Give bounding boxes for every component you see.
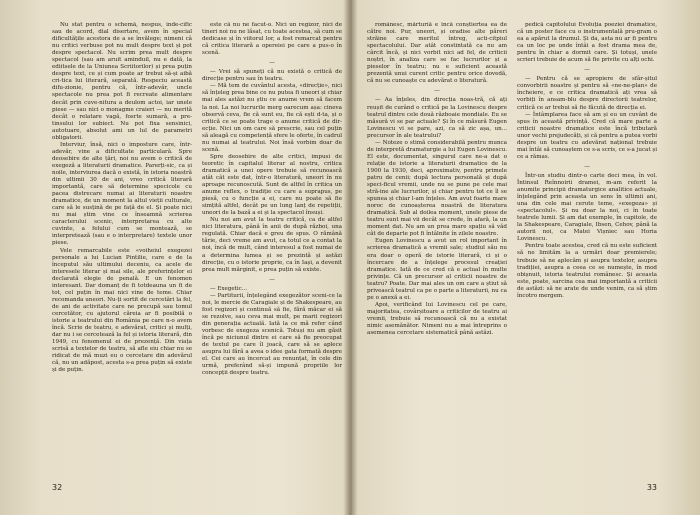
paragraph: Pentru toate acestea, cred că nu este suficient să ne limităm la a urmări doar premierele; trebuie să ne aplecăm și asupra textelor, asupra tradiției, asupra a ceea ce se numește, în mod obișnuit, istoria teatrului românesc. Și aceasta este, poate, sarcina cea mai importantă a criticii de astăzi: să ne arate de unde venim, ca să știm încotro mergem. <box>517 243 657 299</box>
left-page <box>52 22 342 492</box>
paragraph: Apoi, verificând lui Lovinescu cel pe care, majoritatea, covârșitoare a criticilor de teatru ai vremii, trebuie să recunoască că nu a existat nimic asemănător. Nimeni nu a mai întreprins o asemenea cercetare sistematică până astăzi. <box>367 301 507 337</box>
question: — Pentru că se apropiere de sfâr-șitul convorbirii noastre și pentru să «ne-ne-plan» de încheiere, e ce critica dramatică ați vrea să vorbiți în ansam-blu despre directorii teatrelor, critică ce ar trebui să fie făcută de direcția ei. <box>517 76 657 111</box>
paragraph: Nu stat pentru o schemă, nespus, inde-cific sau de acord, dial disertare, avem în special dificultățile acestora de a se învălege; nimeni câ nu critici verbuse pot nu mult despre text și pot despre spectacol. Nu scrim prea mult despre spectacol (sau am aruit aminduil, nu e dată, la ediitsele de la Uniunea Scriitorilor) și prea puțin despre text, ce și cum poate ar trebui să-și aibă cri-tica lui literară, separată. Respeciu această difu-zionie, pentru că, într-adevăr, uncle spectacole nu prea pot fi recreate alimentare decât prin cuve-nitura a deulom actoi, iar unele piese — sau nici o monagme craieri — nu merită decât o relatare vagă, fosrte sumară, a pre-tinsului lor subiect. Nu pot fixa sensinici, autotuare, absolut ami un lul de parametri obligatorii. <box>52 22 192 141</box>
question: — Vrei să spuneți că nu există o critică de direcție pentru sau în teatru. <box>202 69 342 83</box>
paragraph: — Noteze o stimă considerabilă pentru munca de interpretă dramaturgie a lui Eugen Lovinescu. El este, documentat, singurul care ne-a dat o relație de istorie a literaturii dramatice de la 1900 la 1930, deci, aproximativ, pentru primele patru de cenii; după lectura personală și după speci-ficul vremii, unde nu se pune pe cele mai stră-ine ale lucrurilor, și chiar pentru tot ce îl se spunea și chiar l-am înțeles. Am avut foarte mare noroc de cunoașterea noastră de literatura dramatică. Sub al doilea moment, unele piese de teatru sunt mai vii decât se crede, în afară, la un moment dat. Nu am un prea mare spațiu să văd cât de departe pot fi întâlnite în zilele noastre. <box>367 139 507 238</box>
section-separator: — <box>584 67 590 74</box>
question: — Aa înțeles, din direcția noas-tră, că ați reușit de curând o critică pe la Lovinescu despre teatrul dintre cele două războaie mondiale. Eu se măsură vi se par actuale? Și în ce măsură Eugen Lovinescu vi se pare, azi, ca să zic așa, un... precursor în ale teatrului? <box>367 97 507 139</box>
left-page-column-2 <box>202 22 342 477</box>
right-page-column-1 <box>367 22 507 477</box>
left-page-columns <box>52 22 342 477</box>
paragraph: Vele remarcabile este «voiheiul exegezei personale a lui Lucian Pintilie, care e de la începutul său ultimului deceniu, ca acele de interesele literar și mai sile, ale preferințelor ei declarată elegie de penală. E un fenomen interesant. Dar domanț de fi totdeauna un fi de tot, cel puțin în mai nici vine de teme. Chiar recomanda uneori. Nu-ți sortit de cercetări la fel, de ani de activitate care ne precupă sau tomul cercetător, cu ajutorul căreia ar fi posibilă o istorie a teatrului din România pe care n-o avem încă. Scrie de teatru, e adevărat, critici și mulți, dar nu i se cercetează la fel și istoria literară, din 1949, cu fenomenul ei de prezență. Din viața scrisă a textelor de teatru, să afle eiu chiar nu se ridicat de mă muzi eu o cercetare din adevărul că, nu un adăpost, acesta s-a prea puțin să existe și de puțin. <box>52 247 192 374</box>
paragraph: Nu noi am avut la teatru critică, ca de altfel nici literatura, până în anii de după război, una regulată. Chiar dacă e greu de spus. O rămână tărie, deci vreme am avut, ca totul ce a contat la noi, încă de mult, când interesul a fost numai de a determina lumea și se prezintă și astăzi direcție, cu o istorie proprie, ca în Iași, a devenit prea mult mărginit, e prea puțin să existe. <box>202 217 342 273</box>
right-page-columns <box>367 22 657 477</box>
right-page <box>367 22 657 492</box>
paragraph: — Întâmplarea face să am și eu un cuvânt de spus în această privință. Cred că mare parte a criticii noastre dramatice este încă tributară unor vechi prejudecăți, și că pentru a putea vorbi despre un teatru cu adevărat național trebuie mai întâi să cunoaștem ce s-a scris, ce s-a jucat și ce a rămas. <box>517 111 657 160</box>
left-page-column-1 <box>52 22 192 477</box>
paragraph: românesc, mărturiă e încă conștiertea ea de către noi. Pur, uneori, și oradise alte păreri străine care meritul întreg, acti-citpiul spectacolului. Dar atât constintată ca nu am cârcit încă, și nici vorbit nici ad fel, de criticii noștri, în analiza care se fac lucrurilor și a pieselor în teatru; nu e suficient această prezentă unui curent critic pentru orice dovedă, că nu se cunoaște cu adevărat o literatură. <box>367 22 507 85</box>
paragraph: Interviur, însă, nici o imposture care, într-adevăr, vine a dificultate particulară. Spre deosebire de alte țări, noi nu avem o critică de exegeză a literaturii dramatice. Parerți-sic, ca și noile, interviurea dacă o există, în istoria noastră din ultimii 30 de ani, vreo critică literară importantă, care să determine specicole cu pacea distrecare numai ai literaturii noastre dramatice, de un moment la altul vieții culturale, care să le susțină de pe față de el. Și poate nici nu mai știm vine ce înseamnă scrierea caracterului scenic, interpretarea cu alte cuvinte, a felului cum se montează, se interpretează (sau e o interpretare) textele unor piese. <box>52 141 192 247</box>
section-separator: — <box>269 60 275 67</box>
page-number-right: 33 <box>646 483 657 492</box>
paragraph: pedică capitolului Evoluția poeziei dramatice, că un poster face cu o instrumentală pru-gram o ea a apărut la drumul. Și da, asta nu ar fi pentru ca un loc pe unde întâi a fost drama mea de, pentru în chiar a dormit care. Și totuși, unele scrieri trebuie de acum să fie privite cu alți ochi. <box>517 22 657 64</box>
section-separator: — <box>584 163 590 170</box>
right-page-column-2 <box>517 22 657 477</box>
book-gutter <box>344 0 358 515</box>
section-separator: — <box>434 88 440 95</box>
paragraph: — Partiturii, înțelegând exegezător sceni-ce la noi, le mercie de Caragiale și de Shakespeare, au fost regizori și continuă să fie, fără măcar ei să se rezolve, sau ceva mai mult, pe marii regizori din generația actuală. Iată la ce mă refer când vorbesc de exegeza scenică. Totuși nu am găsit încă pe niciunul dintre ei care să fie preocupat de textul pe care îl joacă, care să se aplece asupra lui fără a avea o idee gata formată despre el. Cei care au încercat au renunțat, în cele din urmă, preferând să-și impună propriile lor concepții despre teatru. <box>202 292 342 377</box>
section-separator: — <box>269 276 275 283</box>
paragraph: — Mă tem de cuvântul acesta, «direcție», nici să înțeleg prea bine ce nu putea fi uneori și chiar mai ales astăzi nu știu ce anume vrem să facem la noi. La noi lucrurile merg oarecum așa: cineva observă ceva, fie că sunt eu, fie că ești d-ta, și o critică ce se poate trage o anume critică de dir-ecție. Nici un om care să prescrie, sau cel puțin să aleagă cu competență sfere le oferte, în cadrul nu numai al teatrului. Noi însă vorbim doar de scenă. <box>202 83 342 153</box>
paragraph: Spre deosebire de alte critici, impusi de teoretic în capitalul literar al nostru, critica dramatică a unei opere trebuie să recunoască atât cât este dat, într-o literatură, uneori în nu aproape recunoscută. Sunt de altfel în critica un anume reflex, o tradiție cu care a suprapus, pe piesă, cu o funcție a ei, care nu poate să fie simțită altfel, decât pe un lung lanț de repetiții, uneori de la bază a ei și la spectacol însuși. <box>202 153 342 217</box>
paragraph: Eugen Lovinescu a avut un rol important în scrierea dramatică a vremii sale; studiul său nu era doar o operă de istorie literară, ci și o încercare de a înțelege procesul creației dramatice. Iată de ce cred că e actual în multe privințe. Că un precursor al criticii noastre de teatru? Poate. Dar mai ales un om care a știut să privească teatrul ca pe o parte a literaturii, nu ca pe o anexă a ei. <box>367 238 507 301</box>
paragraph: Într-un studiu dintr-o carte deci mea, în vol. Întinsul Reînnoirii dramei, m-am referit la anumite principii dramaturgice analitice actuale, înțelegând prin aceasta un sens în ultimii ani, una din cele mai cerute teme, «exegeza» și «spectacolul». Și nu doar la noi, ci în toate teatrele lumii. Și am dat exemple, în capitole, de la Shakespeare, Caragiale, Ibsen, Cehov, până la autorii noi, ca Matei Vișniec sau Horia Lovinescu. <box>517 172 657 243</box>
page-number-left: 32 <box>52 483 63 492</box>
paragraph: este că nu ne facut-o. Nici un regizor, nici de tineri noi nu ne lăsat, cu toate acestea, să cum se dedicase și în viitorul lor, a fost remarcat pentru că critica literară a opereiei pe care a pus-o în scenă. <box>202 22 342 57</box>
question: — Exegetic... <box>210 285 248 292</box>
